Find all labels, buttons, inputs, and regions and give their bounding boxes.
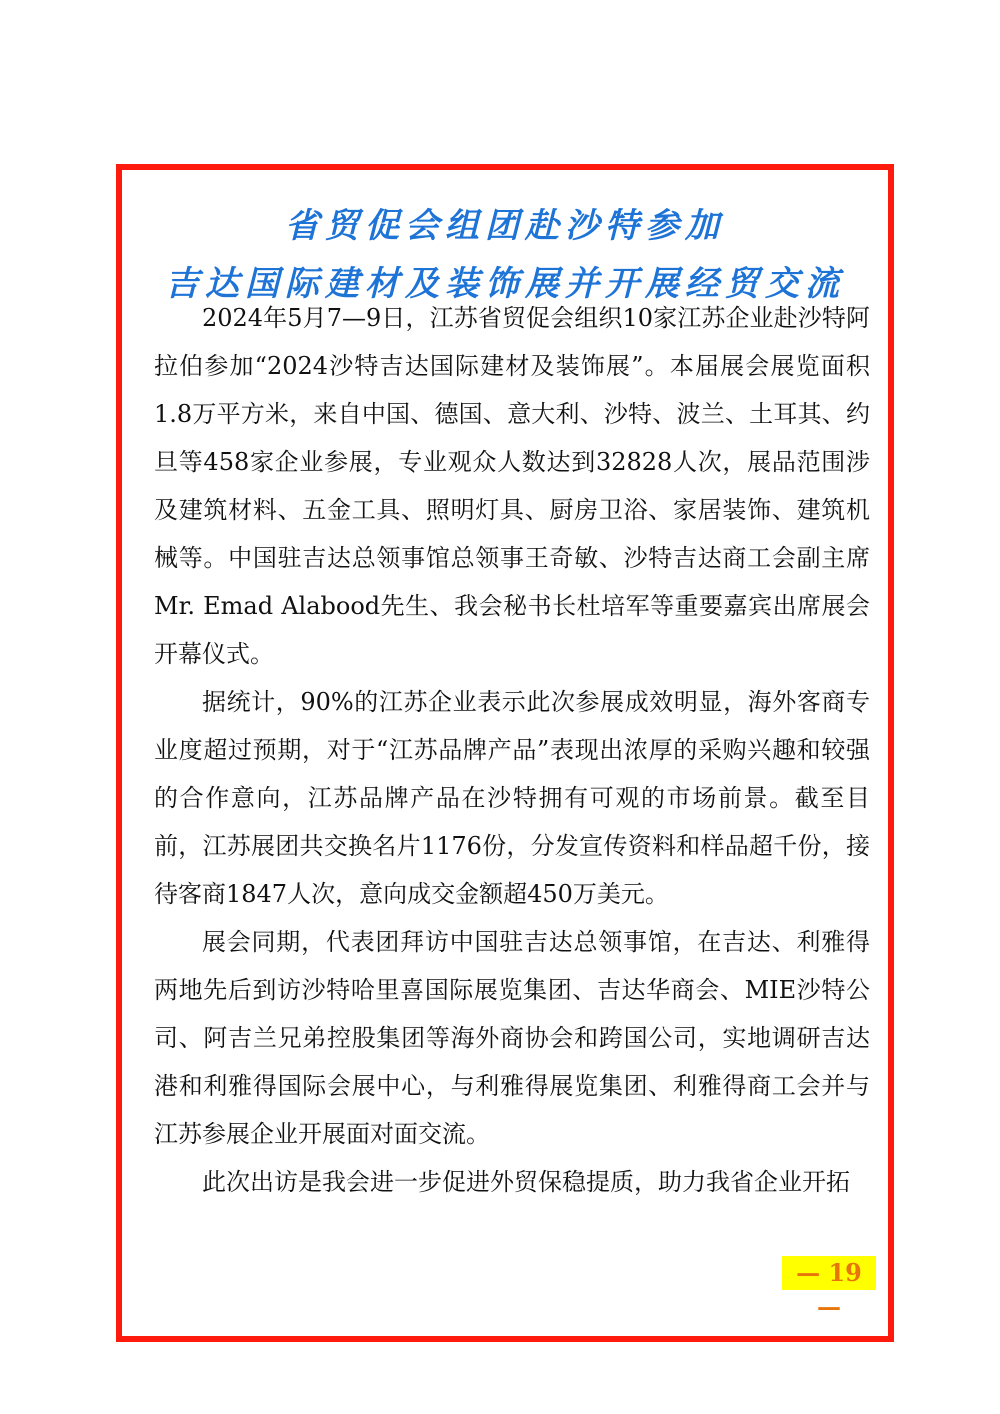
- article-paragraph-2: 据统计，90%的江苏企业表示此次参展成效明显，海外客商专业度超过预期，对于“江苏品牌产品”表现出浓厚的采购兴趣和较强的合作意向，江苏品牌产品在沙特拥有可观的市场前景。截至目前，江苏展团共交换名片1176份，分发宣传资料和样品超千份，接待客商1847人次，意向成交金额超450万美元。: [154, 688, 870, 908]
- article-body: [154, 294, 870, 1206]
- page-number: — 19 —: [782, 1256, 876, 1290]
- article-paragraph-3: 展会同期，代表团拜访中国驻吉达总领事馆，在吉达、利雅得两地先后到访沙特哈里喜国际展览集团、吉达华商会、MIE沙特公司、阿吉兰兄弟控股集团等海外商协会和跨国公司，实地调研吉达港和利雅得国际会展中心，与利雅得展览集团、利雅得商工会并与江苏参展企业开展面对面交流。: [154, 928, 870, 1148]
- article-paragraph-4: 此次出访是我会进一步促进外贸保稳提质，助力我省企业开拓: [202, 1168, 850, 1196]
- article-paragraph-1: 2024年5月7—9日，江苏省贸促会组织10家江苏企业赴沙特阿拉伯参加“2024沙特吉达国际建材及装饰展”。本届展会展览面积1.8万平方米，来自中国、德国、意大利、沙特、波兰、土耳其、约旦等458家企业参展，专业观众人数达到32828人次，展品范围涉及建筑材料、五金工具、照明灯具、厨房卫浴、家居装饰、建筑机械等。中国驻吉达总领事馆总领事王奇敏、沙特吉达商工会副主席Mr. Emad Alabood先生、我会秘书长杜培军等重要嘉宾出席展会开幕仪式。: [154, 304, 870, 668]
- page-frame: [116, 164, 894, 1342]
- article-title-line-1: 省贸促会组团赴沙特参加: [285, 206, 725, 246]
- article-title-line-2: 吉达国际建材及装饰展并开展经贸交流: [165, 264, 845, 304]
